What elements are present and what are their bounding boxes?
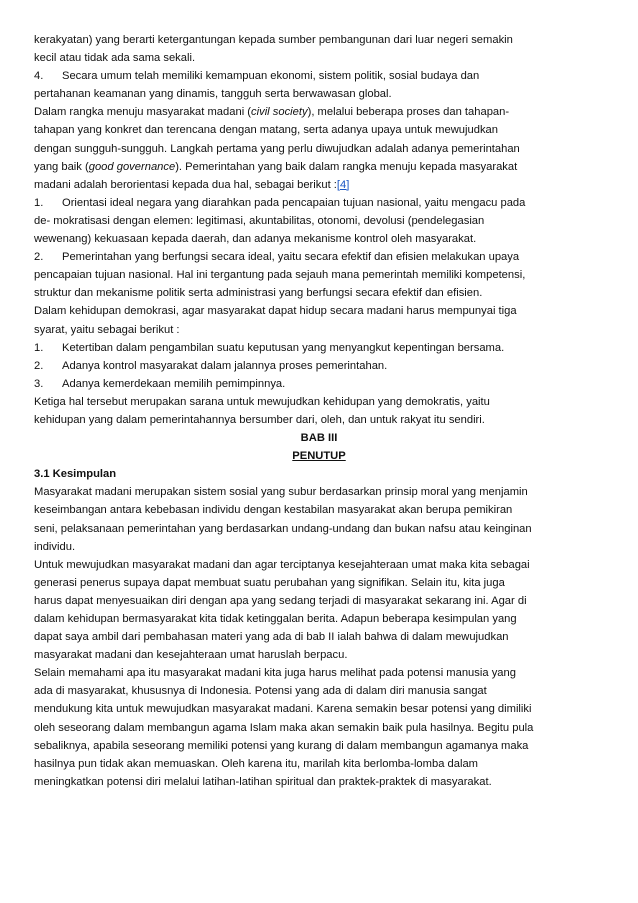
text-line: wewenang) kekuasaan kepada daerah, dan adanya mekanisme kontrol oleh masyarakat. (34, 233, 477, 246)
text-line: Dalam kehidupan demokrasi, agar masyarakat dapat hidup secara madani harus mempunyai tiga (34, 305, 517, 318)
list-item (34, 375, 604, 393)
list-item (34, 248, 604, 266)
text-line: sebaliknya, apabila seseorang memiliki potensi yang kurang di dalam membangun agamanya maka (34, 739, 529, 752)
text-line: kehidupan yang dalam pemerintahannya bersumber dari, oleh, dan untuk rakyat itu sendiri. (34, 413, 485, 426)
text-line: pertahanan keamanan yang dinamis, tangguh serta berwawasan global. (34, 88, 392, 101)
text-line: dalam kehidupan bermasyarakat kita tidak ketinggalan berita. Adapun beberapa kesimpulan yang (34, 613, 517, 625)
text-line: struktur dan mekanisme politik serta administrasi yang berfungsi secara efektif dan efisien. (34, 287, 483, 300)
italic-term: civil society (251, 106, 308, 119)
document-page (34, 31, 604, 791)
list-number: 1. (34, 341, 44, 354)
list-text: Pemerintahan yang berfungsi secara ideal, yaitu secara efektif dan efisien melakukan upaya (62, 251, 520, 264)
text-line: generasi penerus supaya dapat membuat suatu perubahan yang signifikan. Selain itu, kita juga (34, 576, 505, 589)
list-number: 2. (34, 359, 44, 372)
footnote-link[interactable]: [4] (336, 178, 350, 191)
chapter-title: BAB III (300, 432, 338, 445)
text-segment: madani adalah berorientasi kepada dua hal, sebagai berikut : (34, 178, 337, 191)
list-text: Adanya kemerdekaan memilih pemimpinnya. (62, 377, 286, 390)
list-item (34, 194, 604, 212)
text-segment: ). Pemerintahan yang baik dalam rangka menuju kepada masyarakat (175, 160, 518, 173)
text-line: Masyarakat madani merupakan sistem sosial yang subur berdasarkan prinsip moral yang menjamin (34, 486, 528, 499)
text-line (34, 158, 604, 176)
text-line: pencapaian tujuan nasional. Hal ini tergantung pada sejauh mana pemerintah memiliki kompetensi, (34, 269, 526, 282)
section-heading: 3.1 Kesimpulan (34, 468, 117, 481)
text-line: kerakyatan) yang berarti ketergantungan kepada sumber pembangunan dari luar negeri semakin (34, 34, 513, 46)
list-text: Orientasi ideal negara yang diarahkan pada pencapaian tujuan nasional, yaitu mengacu pada (62, 196, 526, 209)
text-line: hasilnya pun tidak akan memuaskan. Oleh karena itu, marilah kita berlomba-lomba dalam (34, 757, 478, 770)
list-item (34, 67, 604, 85)
list-item (34, 357, 604, 375)
text-line (34, 176, 604, 194)
italic-term: good governance (88, 160, 176, 173)
text-line: mendukung kita untuk mewujudkan masyarakat madani. Karena semakin besar potensi yang dimiliki (34, 703, 532, 716)
text-segment: Dalam rangka menuju masyarakat madani ( (34, 106, 252, 119)
text-line: syarat, yaitu sebagai berikut : (34, 323, 180, 336)
text-line: kecil atau tidak ada sama sekali. (34, 52, 196, 65)
list-item (34, 339, 604, 357)
text-line: Selain memahami apa itu masyarakat madani kita juga harus melihat pada potensi manusia yang (34, 667, 516, 680)
text-line: keseimbangan antara kebebasan individu dengan kestabilan masyarakat akan berupa pemikiran (34, 504, 513, 517)
text-line: de- mokratisasi dengan elemen: legitimasi, akuntabilitas, otonomi, devolusi (pendelegasian (34, 214, 485, 227)
text-line: oleh seseorang dalam membangun agama Islam maka akan semakin baik pula hasilnya. Begitu pula (34, 721, 534, 734)
text-line: meningkatkan potensi diri melalui latihan-latihan spiritual dan praktek-praktek di masyarakat. (34, 775, 492, 788)
text-line: dengan sungguh-sungguh. Langkah pertama yang perlu diwujudkan adalah adanya pemerintahan (34, 142, 520, 155)
list-number: 3. (34, 377, 44, 390)
text-line: Ketiga hal tersebut merupakan sarana untuk mewujudkan kehidupan yang demokratis, yaitu (34, 395, 490, 408)
list-text: Ketertiban dalam pengambilan suatu keputusan yang menyangkut kepentingan bersama. (62, 341, 505, 354)
list-text: Secara umum telah memiliki kemampuan ekonomi, sistem politik, sosial budaya dan (62, 70, 480, 83)
text-line: individu. (34, 540, 76, 553)
text-segment: ), melalui beberapa proses dan tahapan- (307, 106, 510, 119)
text-line: seni, pelaksanaan pemerintahan yang berdasarkan undang-undang dan bukan nafsu atau keinginan (34, 522, 532, 535)
text-line: dapat saya ambil dari pembahasan materi yang ada di bab II ialah bahwa di dalam mewujudkan (34, 631, 509, 644)
list-number: 2. (34, 251, 44, 264)
text-line: tahapan yang konkret dan terencana dengan matang, serta adanya upaya untuk mewujudkan (34, 124, 498, 137)
list-text: Adanya kontrol masyarakat dalam jalannya proses pemerintahan. (62, 359, 388, 372)
text-line: masyarakat madani dan kesejahteraan umat haruslah berpacu. (34, 649, 348, 662)
list-number: 1. (34, 196, 44, 209)
text-line: ada di masyarakat, khususnya di Indonesia. Potensi yang ada di dalam diri manusia sangat (34, 685, 487, 698)
text-line: Untuk mewujudkan masyarakat madani dan agar terciptanya kesejahteraan umat maka kita sebagai (34, 558, 530, 571)
text-segment: yang baik ( (34, 160, 89, 173)
list-number: 4. (34, 70, 44, 83)
text-line (34, 103, 604, 121)
text-line: harus dapat menyesuaikan diri dengan apa yang sedang terjadi di masyarakat sekarang ini. Agar di (34, 594, 527, 607)
chapter-subtitle (34, 447, 604, 465)
chapter-subtitle-text: PENUTUP (292, 450, 346, 463)
